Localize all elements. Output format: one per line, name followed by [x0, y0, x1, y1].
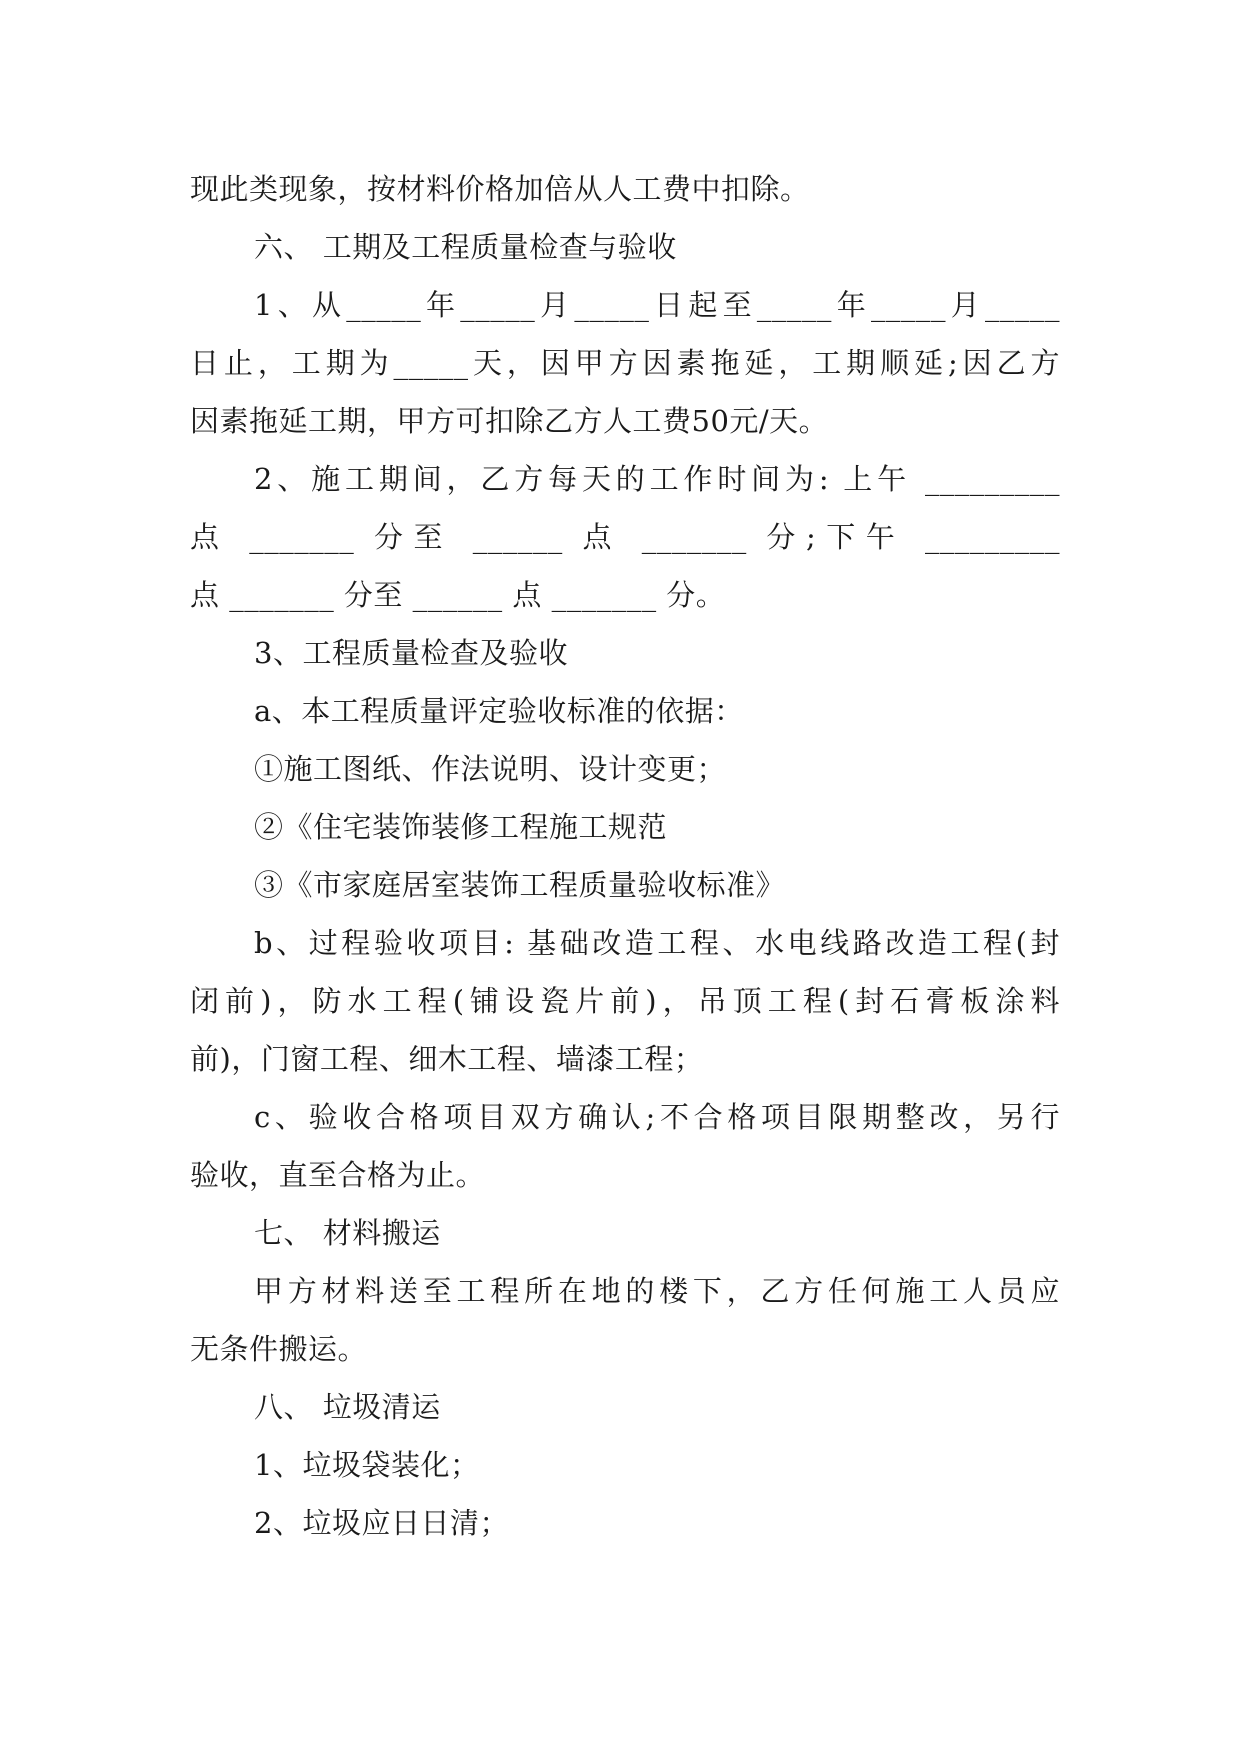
- paragraph-line: 闭前)，防水工程(铺设瓷片前)，吊顶工程(封石膏板涂料: [190, 984, 1060, 1018]
- paragraph-line: 因素拖延工期，甲方可扣除乙方人工费50元/天。: [190, 404, 829, 438]
- paragraph-line: b、过程验收项目: 基础改造工程、水电线路改造工程(封: [254, 926, 1060, 960]
- section-heading-waste-removal: 八、 垃圾清运: [254, 1390, 441, 1424]
- section-heading-schedule-quality: 六、 工期及工程质量检查与验收: [254, 230, 677, 264]
- paragraph-line: 验收，直至合格为止。: [190, 1158, 486, 1192]
- list-item: ②《住宅装饰装修工程施工规范: [254, 810, 668, 844]
- paragraph-line: 现此类现象，按材料价格加倍从人工费中扣除。: [190, 172, 810, 206]
- paragraph-line: 日止，工期为_____天，因甲方因素拖延，工期顺延;因乙方: [190, 346, 1060, 380]
- list-item: ①施工图纸、作法说明、设计变更；: [254, 752, 727, 786]
- paragraph-line: 点 _______ 分至 ______ 点 _______ 分。: [190, 578, 726, 612]
- subheading-quality-inspection: 3、工程质量检查及验收: [254, 636, 568, 670]
- paragraph-line: 2、施工期间，乙方每天的工作时间为: 上午 _________: [254, 462, 1060, 496]
- paragraph-line: 点 _______ 分至 ______ 点 _______ 分;下午 _________: [190, 520, 1060, 554]
- section-heading-material-transport: 七、 材料搬运: [254, 1216, 441, 1250]
- paragraph-line: 前)，门窗工程、细木工程、墙漆工程；: [190, 1042, 704, 1076]
- list-item: 1、垃圾袋装化；: [254, 1448, 480, 1482]
- document-body: [190, 160, 1060, 1552]
- list-item: 2、垃圾应日日清；: [254, 1506, 509, 1540]
- paragraph-line: 无条件搬运。: [190, 1332, 368, 1366]
- list-item: ③《市家庭居室装饰工程质量验收标准》: [254, 868, 786, 902]
- paragraph-line: a、本工程质量评定验收标准的依据：: [254, 694, 744, 728]
- paragraph-line: c、验收合格项目双方确认;不合格项目限期整改，另行: [254, 1100, 1060, 1134]
- paragraph-line: 1、从_____年_____月_____日起至_____年_____月_____: [254, 288, 1060, 322]
- paragraph-line: 甲方材料送至工程所在地的楼下，乙方任何施工人员应: [254, 1274, 1060, 1308]
